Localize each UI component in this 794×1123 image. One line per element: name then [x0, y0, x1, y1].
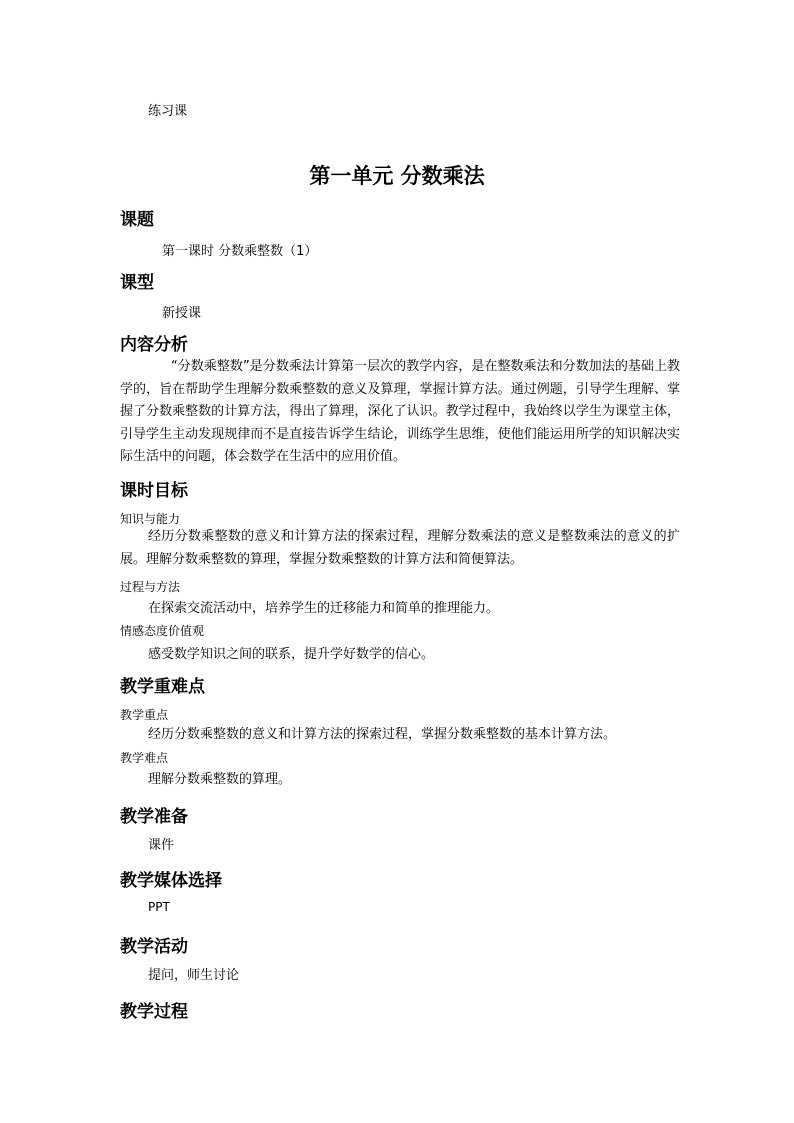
process-section-heading: 教学过程: [120, 1002, 188, 1022]
activity-text: 提问，师生讨论: [148, 968, 240, 983]
content-paragraph: “分数乘整数”是分数乘法计算第一层次的教学内容，是在整数乘法和分数加法的基础上教学的，旨在帮助学生理解分数乘整数的意义及算理，掌握计算方法。通过例题，引导学生理解、掌握了分数乘整数的计算方法，得出了算理，深化了认识。教学过程中，我始终以学生为课堂主体，引导学生主动发现规律而不是直接告诉学生结论，训练学生思维，使他们能运用所学的知识解决实际生活中的问题，体会数学在生活中的应用价值。: [120, 359, 680, 464]
emotion-text: 感受数学知识之间的联系，提升学好数学的信心。: [148, 647, 435, 662]
difficult-text: 理解分数乘整数的算理。: [148, 772, 292, 787]
process-text: 在探索交流活动中，培养学生的迁移能力和简单的推理能力。: [148, 601, 500, 616]
goals-heading: 课时目标: [120, 481, 188, 501]
key-points-heading: 教学重难点: [120, 677, 205, 697]
content-heading: 内容分析: [120, 335, 188, 355]
lesson-type-note: 练习课: [148, 104, 188, 119]
preparation-heading: 教学准备: [120, 807, 188, 827]
key-text: 经历分数乘整数的意义和计算方法的探索过程，掌握分数乘整数的基本计算方法。: [148, 727, 617, 742]
difficult-label: 教学难点: [120, 751, 169, 765]
process-label: 过程与方法: [120, 580, 181, 594]
knowledge-label: 知识与能力: [120, 512, 181, 526]
knowledge-paragraph: 经历分数乘整数的意义和计算方法的探索过程，理解分数乘法的意义是整数乘法的意义的扩展。理解分数乘整数的算理，掌握分数乘整数的计算方法和简便算法。: [120, 529, 680, 567]
type-text: 新授课: [162, 306, 202, 321]
topic-text: 第一课时 分数乘整数（1）: [162, 244, 318, 259]
media-heading: 教学媒体选择: [120, 871, 222, 891]
type-heading: 课型: [120, 273, 154, 293]
page-title: 第一单元 分数乘法: [309, 164, 485, 188]
activity-heading: 教学活动: [120, 937, 188, 957]
topic-heading: 课题: [120, 210, 154, 230]
emotion-label: 情感态度价值观: [120, 624, 205, 638]
key-label: 教学重点: [120, 708, 169, 722]
preparation-text: 课件: [148, 838, 175, 853]
media-text: PPT: [148, 900, 170, 914]
